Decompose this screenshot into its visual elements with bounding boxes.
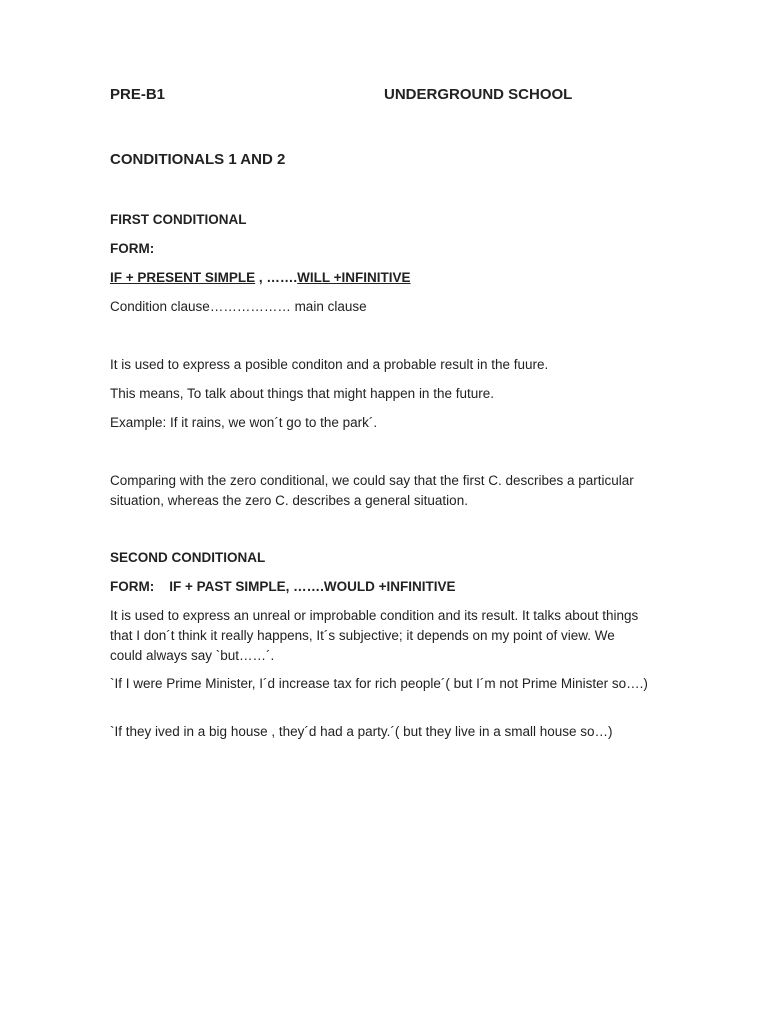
first-conditional-form-label: FORM: [110, 241, 155, 256]
second-conditional-example-1: `If I were Prime Minister, I´d increase tax for rich people´( but I´m not Prime Minister so….) [110, 676, 648, 691]
page-title: CONDITIONALS 1 AND 2 [110, 151, 286, 168]
clause-note: Condition clause……………… main clause [110, 299, 367, 314]
first-conditional-comparison: Comparing with the zero conditional, we could say that the first C. describes a particular situation, whereas the zero C. describes a general situation. [110, 473, 634, 508]
form-separator: , ……. [255, 270, 298, 285]
first-conditional-meaning: This means, To talk about things that might happen in the future. [110, 386, 494, 401]
second-conditional-heading: SECOND CONDITIONAL [110, 550, 266, 565]
form-if-clause: IF + PRESENT SIMPLE [110, 270, 256, 285]
second-conditional-use: It is used to express an unreal or improbable condition and its result. It talks about things that I don´t think it really happens, It´s subjective; it depends on my point of view. We could always say `but……´. [110, 608, 639, 663]
first-conditional-example: Example: If it rains, we won´t go to the park´. [110, 415, 378, 430]
level-label: PRE-B1 [110, 86, 166, 103]
first-conditional-use: It is used to express a posible conditon and a probable result in the fuure. [110, 357, 549, 372]
second-conditional-form: FORM: IF + PAST SIMPLE, …….WOULD +INFINITIVE [110, 579, 456, 594]
first-conditional-heading: FIRST CONDITIONAL [110, 212, 247, 227]
first-conditional-form [110, 268, 411, 288]
school-name: UNDERGROUND SCHOOL [384, 86, 573, 103]
form-main-clause: WILL +INFINITIVE [297, 270, 411, 285]
second-conditional-example-2: `If they ived in a big house , they´d had a party.´( but they live in a small house so…) [110, 724, 613, 739]
